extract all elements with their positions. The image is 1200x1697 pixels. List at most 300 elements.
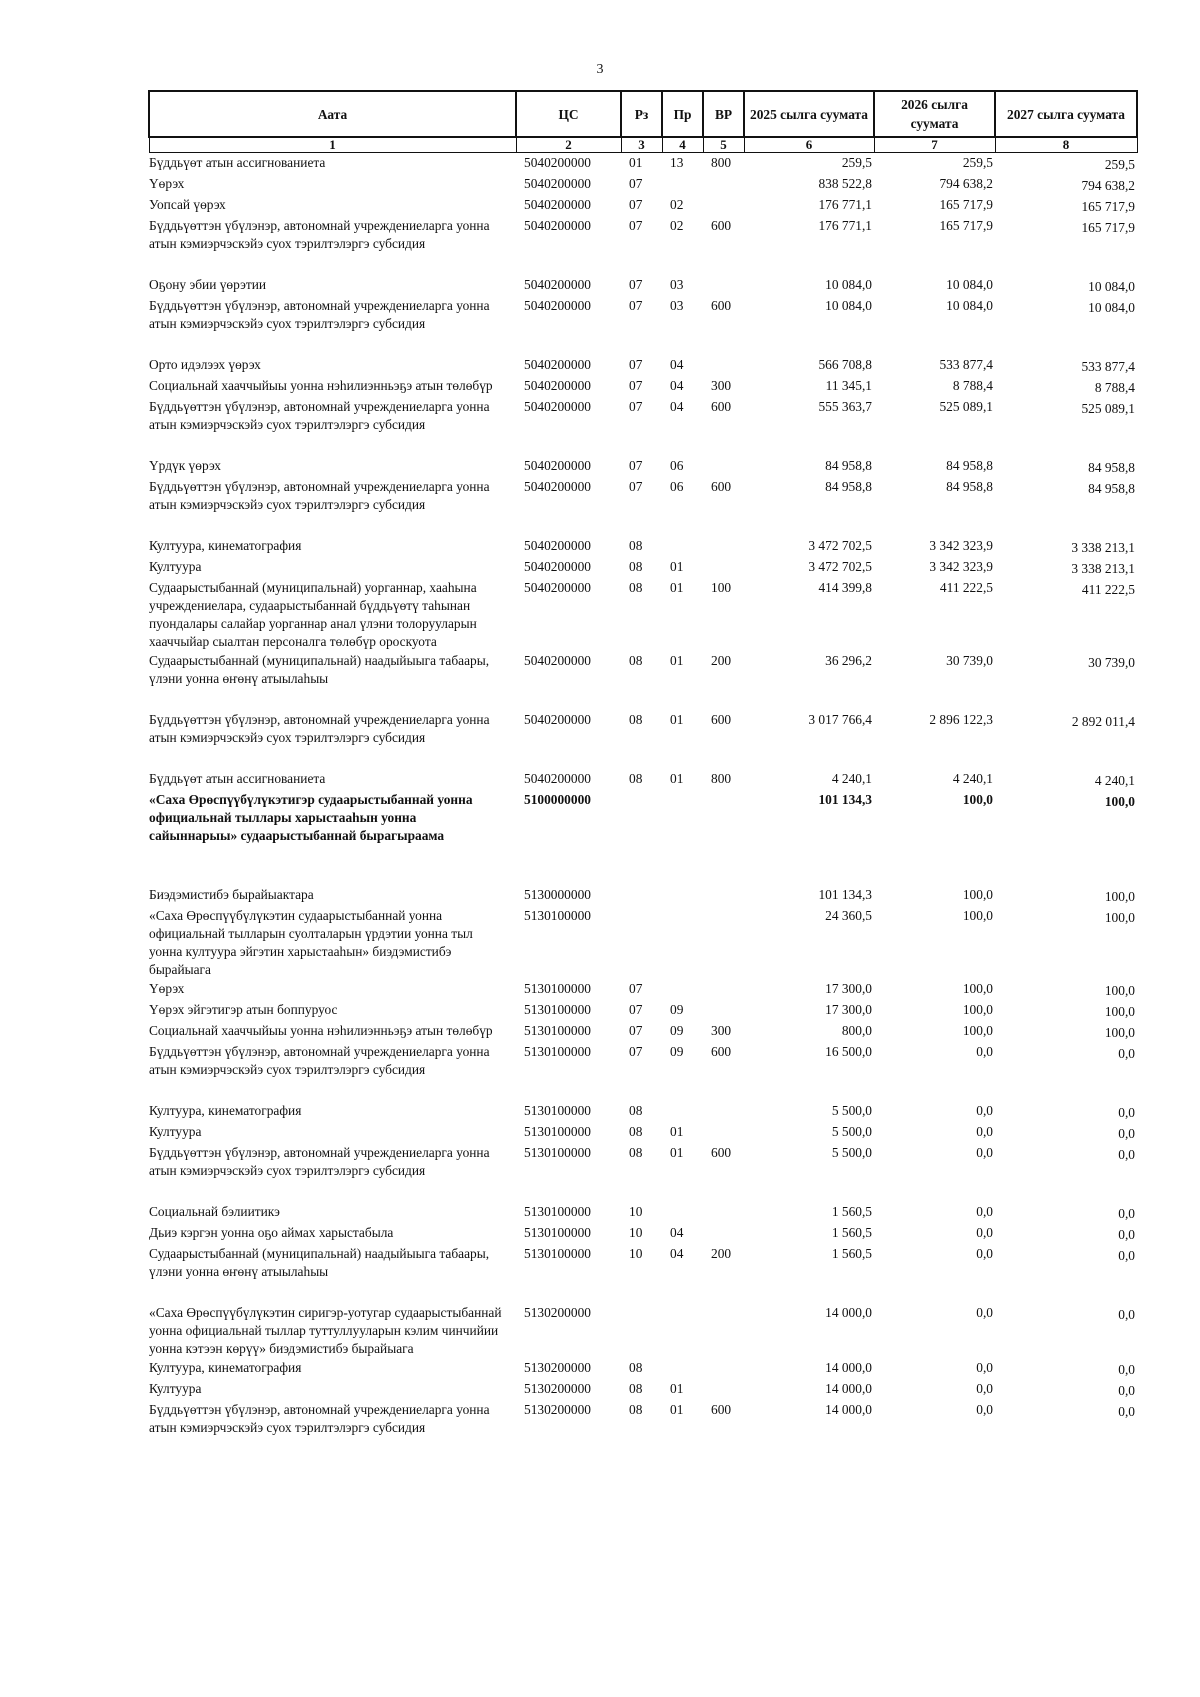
row-rz-code: 07 (629, 298, 643, 313)
row-rz-code: 07 (629, 981, 643, 996)
row-value-2025: 1 560,5 (831, 1246, 872, 1261)
row-cs-code: 5040200000 (524, 378, 591, 393)
row-cs-code: 5130100000 (524, 1103, 591, 1118)
row-vr-code: 600 (711, 1044, 732, 1059)
row-vr-code (703, 275, 744, 296)
table-row (149, 979, 1137, 1000)
row-value-2026: 100,0 (962, 792, 993, 807)
row-value-2025: 838 522,8 (818, 176, 872, 191)
row-value-2025: 36 296,2 (825, 653, 872, 668)
row-pr-code (662, 174, 703, 195)
row-value-2025: 5 500,0 (831, 1124, 872, 1139)
row-vr-code: 600 (711, 218, 732, 233)
row-name: Үөрэх (149, 176, 185, 191)
table-row (149, 710, 1137, 769)
row-rz-code: 10 (629, 1225, 643, 1240)
table-row (149, 1202, 1137, 1223)
row-vr-code: 600 (711, 399, 732, 414)
row-value-2026: 794 638,2 (939, 176, 993, 191)
row-value-2025: 1 560,5 (831, 1204, 872, 1219)
row-value-2025: 24 360,5 (825, 908, 872, 923)
row-value-2027: 84 958,8 (1088, 460, 1135, 475)
header-name: Аата (149, 91, 516, 137)
table-row (149, 769, 1137, 790)
row-pr-code: 03 (670, 298, 684, 313)
row-value-2027: 165 717,9 (1081, 220, 1135, 235)
row-pr-code: 04 (670, 399, 684, 414)
row-vr-code: 600 (711, 479, 732, 494)
table-row (149, 1223, 1137, 1244)
row-cs-code: 5040200000 (524, 771, 591, 786)
row-vr-code (703, 557, 744, 578)
row-rz-code: 08 (629, 1124, 643, 1139)
row-pr-code (662, 1358, 703, 1379)
row-cs-code: 5040200000 (524, 298, 591, 313)
row-value-2026: 8 788,4 (952, 378, 993, 393)
row-value-2026: 0,0 (976, 1381, 993, 1396)
row-vr-code: 200 (711, 653, 732, 668)
row-value-2026: 165 717,9 (939, 218, 993, 233)
row-cs-code: 5130100000 (524, 1044, 591, 1059)
row-pr-code: 09 (670, 1002, 684, 1017)
row-value-2027: 100,0 (1104, 1025, 1135, 1040)
row-pr-code (662, 790, 703, 885)
row-name: Дьиэ кэргэн уонна оҕо аймах харыстабыла (149, 1225, 394, 1240)
row-cs-code: 5130100000 (524, 1145, 591, 1160)
row-value-2026: 100,0 (962, 981, 993, 996)
table-body (149, 153, 1137, 1438)
row-pr-code: 06 (670, 458, 684, 473)
row-pr-code: 01 (670, 559, 684, 574)
row-vr-code: 600 (711, 712, 732, 727)
table-row (149, 1303, 1137, 1358)
row-cs-code: 5040200000 (524, 479, 591, 494)
row-value-2027: 84 958,8 (1088, 481, 1135, 496)
row-value-2027: 4 240,1 (1094, 773, 1135, 788)
row-rz-code: 07 (629, 357, 643, 372)
row-name: Судаарыстыбаннай (муниципальнай) наадыйыыга табаары, үлэни уонна өҥөнү атыылаһыы (149, 1246, 490, 1279)
row-name: Култуура, кинематография (149, 1103, 302, 1118)
row-value-2027: 525 089,1 (1081, 401, 1135, 416)
row-cs-code: 5040200000 (524, 197, 591, 212)
row-value-2026: 0,0 (976, 1305, 993, 1320)
row-value-2025: 3 017 766,4 (808, 712, 872, 727)
row-value-2025: 17 300,0 (825, 1002, 872, 1017)
table-header (149, 91, 1137, 153)
row-vr-code (703, 1303, 744, 1358)
row-name: Бүддьүөт атын ассигнованиета (149, 771, 326, 786)
row-cs-code: 5130100000 (524, 1023, 591, 1038)
row-vr-code (703, 979, 744, 1000)
row-vr-code (703, 355, 744, 376)
row-value-2027: 100,0 (1104, 794, 1135, 809)
row-value-2025: 84 958,8 (825, 458, 872, 473)
header-2026: 2026 сылга суумата (874, 91, 995, 137)
row-value-2025: 14 000,0 (825, 1305, 872, 1320)
row-cs-code: 5040200000 (524, 155, 591, 170)
row-value-2025: 4 240,1 (831, 771, 872, 786)
row-vr-code (703, 790, 744, 885)
row-vr-code: 800 (711, 771, 732, 786)
row-pr-code (662, 536, 703, 557)
row-vr-code (703, 1101, 744, 1122)
row-rz-code: 08 (629, 712, 643, 727)
row-pr-code: 01 (670, 1402, 684, 1417)
row-value-2025: 3 472 702,5 (808, 559, 872, 574)
row-value-2025: 176 771,1 (818, 218, 872, 233)
header-rz: Рз (621, 91, 662, 137)
header-number: 4 (662, 137, 703, 153)
table-row (149, 885, 1137, 906)
row-rz-code: 08 (629, 559, 643, 574)
row-value-2025: 17 300,0 (825, 981, 872, 996)
header-number: 7 (874, 137, 995, 153)
table-row (149, 456, 1137, 477)
row-value-2026: 0,0 (976, 1402, 993, 1417)
row-pr-code: 09 (670, 1023, 684, 1038)
row-value-2025: 101 134,3 (818, 792, 872, 807)
row-pr-code: 04 (670, 1246, 684, 1261)
row-rz-code: 07 (629, 479, 643, 494)
header-number: 1 (149, 137, 516, 153)
row-name: Социальнай хааччыйыы уонна нэһилиэнньэҕэ атын төлөбүр (149, 378, 493, 393)
row-cs-code: 5130100000 (524, 1124, 591, 1139)
row-pr-code: 04 (670, 357, 684, 372)
row-value-2026: 0,0 (976, 1145, 993, 1160)
row-name: Үөрэх эйгэтигэр атын боппуруос (149, 1002, 338, 1017)
row-value-2027: 30 739,0 (1088, 655, 1135, 670)
row-name: Судаарыстыбаннай (муниципальнай) наадыйыыга табаары, үлэни уонна өҥөнү атыылаһыы (149, 653, 490, 686)
row-rz-code: 07 (629, 1002, 643, 1017)
row-pr-code: 02 (670, 197, 684, 212)
row-value-2026: 0,0 (976, 1124, 993, 1139)
row-vr-code (703, 1000, 744, 1021)
row-rz-code: 01 (629, 155, 643, 170)
row-value-2027: 259,5 (1104, 157, 1135, 172)
row-value-2025: 176 771,1 (818, 197, 872, 212)
row-cs-code: 5130100000 (524, 1246, 591, 1261)
table-row (149, 355, 1137, 376)
row-pr-code: 01 (670, 1145, 684, 1160)
row-pr-code (662, 1101, 703, 1122)
table-row (149, 1000, 1137, 1021)
row-name: «Саха Өрөспүүбүлүкэтигэр судаарыстыбаннай уонна официальнай тыллары харыстааһын уонна сайыннарыы» судаарыстыбаннай бырагыраама (149, 792, 473, 843)
table-row (149, 536, 1137, 557)
row-cs-code: 5130100000 (524, 1002, 591, 1017)
row-vr-code: 100 (711, 580, 732, 595)
row-vr-code: 800 (711, 155, 732, 170)
table-row (149, 1244, 1137, 1303)
row-value-2025: 555 363,7 (818, 399, 872, 414)
row-value-2026: 100,0 (962, 1002, 993, 1017)
row-rz-code (621, 885, 662, 906)
row-vr-code (703, 1358, 744, 1379)
row-name: Култуура, кинематография (149, 1360, 302, 1375)
row-rz-code: 07 (629, 378, 643, 393)
table-row (149, 1379, 1137, 1400)
header-number: 3 (621, 137, 662, 153)
row-rz-code: 07 (629, 197, 643, 212)
table-row (149, 1101, 1137, 1122)
row-name: Үөрэх (149, 981, 185, 996)
row-cs-code: 5040200000 (524, 559, 591, 574)
row-value-2025: 101 134,3 (818, 887, 872, 902)
row-value-2027: 3 338 213,1 (1071, 561, 1135, 576)
table-row (149, 296, 1137, 355)
row-value-2027: 0,0 (1118, 1105, 1135, 1120)
row-pr-code (662, 1303, 703, 1358)
row-vr-code: 600 (711, 298, 732, 313)
row-name: Оҕону эбии үөрэтии (149, 277, 267, 292)
row-cs-code: 5040200000 (524, 458, 591, 473)
row-value-2025: 14 000,0 (825, 1360, 872, 1375)
row-value-2026: 259,5 (962, 155, 993, 170)
row-value-2025: 10 084,0 (825, 277, 872, 292)
row-pr-code: 01 (670, 712, 684, 727)
row-rz-code: 08 (629, 1402, 643, 1417)
row-rz-code: 07 (629, 399, 643, 414)
budget-table (148, 90, 1138, 1437)
row-value-2027: 100,0 (1104, 1004, 1135, 1019)
row-value-2025: 14 000,0 (825, 1402, 872, 1417)
table-row (149, 1358, 1137, 1379)
row-cs-code: 5130200000 (524, 1305, 591, 1320)
row-value-2026: 2 896 122,3 (929, 712, 993, 727)
row-name: Судаарыстыбаннай (муниципальнай) уорганнар, хааһына учреждениелара, судаарыстыбаннай бүддьүөтү таһынан пуондалары салайар уорганнар анал үлэни толорууларын хааччыйар сыалтан персоналга төлөбүр ороскуота (149, 580, 477, 649)
row-value-2026: 4 240,1 (952, 771, 993, 786)
row-value-2027: 8 788,4 (1094, 380, 1135, 395)
header-row (149, 91, 1137, 137)
header-vr: ВР (703, 91, 744, 137)
row-value-2027: 0,0 (1118, 1126, 1135, 1141)
table-row (149, 477, 1137, 536)
row-pr-code: 01 (670, 580, 684, 595)
row-value-2026: 3 342 323,9 (929, 538, 993, 553)
row-rz-code (621, 1303, 662, 1358)
header-2027: 2027 сылга суумата (995, 91, 1137, 137)
row-value-2027: 0,0 (1118, 1206, 1135, 1221)
row-rz-code: 07 (629, 1023, 643, 1038)
row-name: Уопсай үөрэх (149, 197, 226, 212)
row-value-2025: 5 500,0 (831, 1145, 872, 1160)
row-vr-code (703, 885, 744, 906)
row-value-2026: 30 739,0 (946, 653, 993, 668)
row-cs-code: 5040200000 (524, 538, 591, 553)
row-name: Бүддьүөттэн үбүлэнэр, автономнай учреждениеларга уонна атын кэмиэрчэскэйэ суох тэрилтэлэргэ субсидия (149, 479, 490, 512)
row-rz-code: 08 (629, 653, 643, 668)
row-vr-code (703, 906, 744, 979)
header-number: 6 (744, 137, 874, 153)
row-cs-code: 5040200000 (524, 712, 591, 727)
row-value-2027: 0,0 (1118, 1046, 1135, 1061)
row-vr-code (703, 195, 744, 216)
row-value-2026: 10 084,0 (946, 277, 993, 292)
row-value-2026: 0,0 (976, 1044, 993, 1059)
row-pr-code: 04 (670, 378, 684, 393)
row-vr-code (703, 1223, 744, 1244)
row-rz-code: 08 (629, 1360, 643, 1375)
row-name: Бүддьүөттэн үбүлэнэр, автономнай учреждениеларга уонна атын кэмиэрчэскэйэ суох тэрилтэлэргэ субсидия (149, 1145, 490, 1178)
row-value-2027: 0,0 (1118, 1307, 1135, 1322)
header-2025: 2025 сылга суумата (744, 91, 874, 137)
row-value-2026: 0,0 (976, 1204, 993, 1219)
row-pr-code: 01 (670, 1124, 684, 1139)
table-row (149, 1021, 1137, 1042)
table-row (149, 651, 1137, 710)
row-value-2027: 165 717,9 (1081, 199, 1135, 214)
row-pr-code: 13 (670, 155, 684, 170)
row-value-2026: 100,0 (962, 887, 993, 902)
row-value-2025: 3 472 702,5 (808, 538, 872, 553)
row-value-2026: 165 717,9 (939, 197, 993, 212)
row-name: Бүддьүөттэн үбүлэнэр, автономнай учреждениеларга уонна атын кэмиэрчэскэйэ суох тэрилтэлэргэ субсидия (149, 1402, 490, 1435)
row-pr-code: 03 (670, 277, 684, 292)
table-row (149, 174, 1137, 195)
row-rz-code: 08 (629, 580, 643, 595)
row-value-2026: 100,0 (962, 1023, 993, 1038)
row-cs-code: 5040200000 (524, 218, 591, 233)
row-name: «Саха Өрөспүүбүлүкэтин судаарыстыбаннай уонна официальнай тылларын суолталарын үрдэтии уонна тыл уонна култуура эйгэтин харыстааһын» биэдэмистибэ бырайыага (149, 908, 473, 977)
row-rz-code: 07 (629, 176, 643, 191)
row-vr-code (703, 1122, 744, 1143)
row-rz-code: 08 (629, 1145, 643, 1160)
row-value-2027: 100,0 (1104, 983, 1135, 998)
row-cs-code: 5130100000 (524, 981, 591, 996)
row-vr-code (703, 456, 744, 477)
row-name: Социальнай бэлиитикэ (149, 1204, 280, 1219)
row-rz-code (621, 906, 662, 979)
row-rz-code (621, 790, 662, 885)
row-pr-code (662, 1202, 703, 1223)
table-row (149, 376, 1137, 397)
row-value-2026: 0,0 (976, 1103, 993, 1118)
row-value-2026: 84 958,8 (946, 458, 993, 473)
row-rz-code: 08 (629, 538, 643, 553)
header-number: 5 (703, 137, 744, 153)
row-value-2026: 533 877,4 (939, 357, 993, 372)
row-vr-code (703, 174, 744, 195)
row-value-2025: 414 399,8 (818, 580, 872, 595)
row-rz-code: 07 (629, 218, 643, 233)
row-value-2026: 3 342 323,9 (929, 559, 993, 574)
row-rz-code: 08 (629, 1103, 643, 1118)
row-value-2027: 0,0 (1118, 1362, 1135, 1377)
row-value-2026: 0,0 (976, 1360, 993, 1375)
table-row (149, 578, 1137, 651)
row-cs-code: 5130100000 (524, 908, 591, 923)
row-rz-code: 10 (629, 1204, 643, 1219)
row-value-2027: 3 338 213,1 (1071, 540, 1135, 555)
header-number: 2 (516, 137, 621, 153)
row-pr-code: 06 (670, 479, 684, 494)
row-name: «Саха Өрөспүүбүлүкэтин сиригэр-уотугар судаарыстыбаннай уонна официальнай тыллар туттуллууларын кэлим чинчийии уонна кэтээн көрүү» биэдэмистибэ бырайыага (149, 1305, 502, 1356)
row-name: Култуура, кинематография (149, 538, 302, 553)
row-value-2025: 800,0 (841, 1023, 872, 1038)
row-vr-code: 600 (711, 1402, 732, 1417)
row-value-2025: 5 500,0 (831, 1103, 872, 1118)
table-row (149, 153, 1137, 175)
row-name: Бүддьүөттэн үбүлэнэр, автономнай учреждениеларга уонна атын кэмиэрчэскэйэ суох тэрилтэлэргэ субсидия (149, 218, 490, 251)
table-row (149, 1042, 1137, 1101)
row-value-2026: 84 958,8 (946, 479, 993, 494)
row-vr-code: 200 (711, 1246, 732, 1261)
row-cs-code: 5130100000 (524, 1204, 591, 1219)
row-cs-code: 5130100000 (524, 1225, 591, 1240)
row-value-2027: 794 638,2 (1081, 178, 1135, 193)
row-name: Култуура (149, 1124, 202, 1139)
row-vr-code (703, 1202, 744, 1223)
row-pr-code: 01 (670, 653, 684, 668)
row-value-2027: 100,0 (1104, 910, 1135, 925)
table-row (149, 275, 1137, 296)
row-value-2025: 259,5 (841, 155, 872, 170)
row-value-2027: 10 084,0 (1088, 300, 1135, 315)
row-name: Социальнай хааччыйыы уонна нэһилиэнньэҕэ атын төлөбүр (149, 1023, 493, 1038)
row-cs-code: 5040200000 (524, 357, 591, 372)
row-value-2025: 84 958,8 (825, 479, 872, 494)
table-row (149, 906, 1137, 979)
row-pr-code (662, 906, 703, 979)
header-pr: Пр (662, 91, 703, 137)
row-value-2026: 100,0 (962, 908, 993, 923)
header-cs: ЦС (516, 91, 621, 137)
header-number-row (149, 137, 1137, 153)
row-cs-code: 5040200000 (524, 399, 591, 414)
row-name: Бүддьүөттэн үбүлэнэр, автономнай учреждениеларга уонна атын кэмиэрчэскэйэ суох тэрилтэлэргэ субсидия (149, 298, 490, 331)
row-value-2027: 0,0 (1118, 1404, 1135, 1419)
row-name: Бүддьүөттэн үбүлэнэр, автономнай учреждениеларга уонна атын кэмиэрчэскэйэ суох тэрилтэлэргэ субсидия (149, 1044, 490, 1077)
row-name: Биэдэмистибэ бырайыактара (149, 887, 314, 902)
page-number: 3 (596, 62, 604, 77)
table-row (149, 1122, 1137, 1143)
row-rz-code: 08 (629, 771, 643, 786)
row-value-2026: 411 222,5 (939, 580, 993, 595)
table-row (149, 195, 1137, 216)
table-row (149, 216, 1137, 275)
row-pr-code (662, 979, 703, 1000)
row-rz-code: 08 (629, 1381, 643, 1396)
row-pr-code: 09 (670, 1044, 684, 1059)
row-name: Бүддьүөттэн үбүлэнэр, автономнай учреждениеларга уонна атын кэмиэрчэскэйэ суох тэрилтэлэргэ субсидия (149, 712, 490, 745)
row-value-2025: 10 084,0 (825, 298, 872, 313)
row-name: Култуура (149, 1381, 202, 1396)
row-pr-code: 01 (670, 771, 684, 786)
row-cs-code: 5040200000 (524, 653, 591, 668)
row-vr-code: 300 (711, 1023, 732, 1038)
table-row (149, 1400, 1137, 1437)
row-pr-code: 02 (670, 218, 684, 233)
row-pr-code: 04 (670, 1225, 684, 1240)
row-cs-code: 5040200000 (524, 176, 591, 191)
row-value-2027: 533 877,4 (1081, 359, 1135, 374)
row-value-2027: 0,0 (1118, 1227, 1135, 1242)
row-cs-code: 5130200000 (524, 1402, 591, 1417)
row-name: Култуура (149, 559, 202, 574)
row-vr-code (703, 1379, 744, 1400)
row-value-2025: 1 560,5 (831, 1225, 872, 1240)
row-value-2027: 411 222,5 (1081, 582, 1135, 597)
row-pr-code: 01 (670, 1381, 684, 1396)
row-rz-code: 07 (629, 458, 643, 473)
row-name: Үрдүк үөрэх (149, 458, 221, 473)
row-value-2026: 0,0 (976, 1225, 993, 1240)
row-value-2027: 2 892 011,4 (1071, 714, 1135, 729)
header-number: 8 (995, 137, 1137, 153)
row-rz-code: 07 (629, 277, 643, 292)
row-pr-code (662, 885, 703, 906)
row-cs-code: 5130000000 (524, 887, 591, 902)
row-value-2025: 11 345,1 (825, 378, 872, 393)
